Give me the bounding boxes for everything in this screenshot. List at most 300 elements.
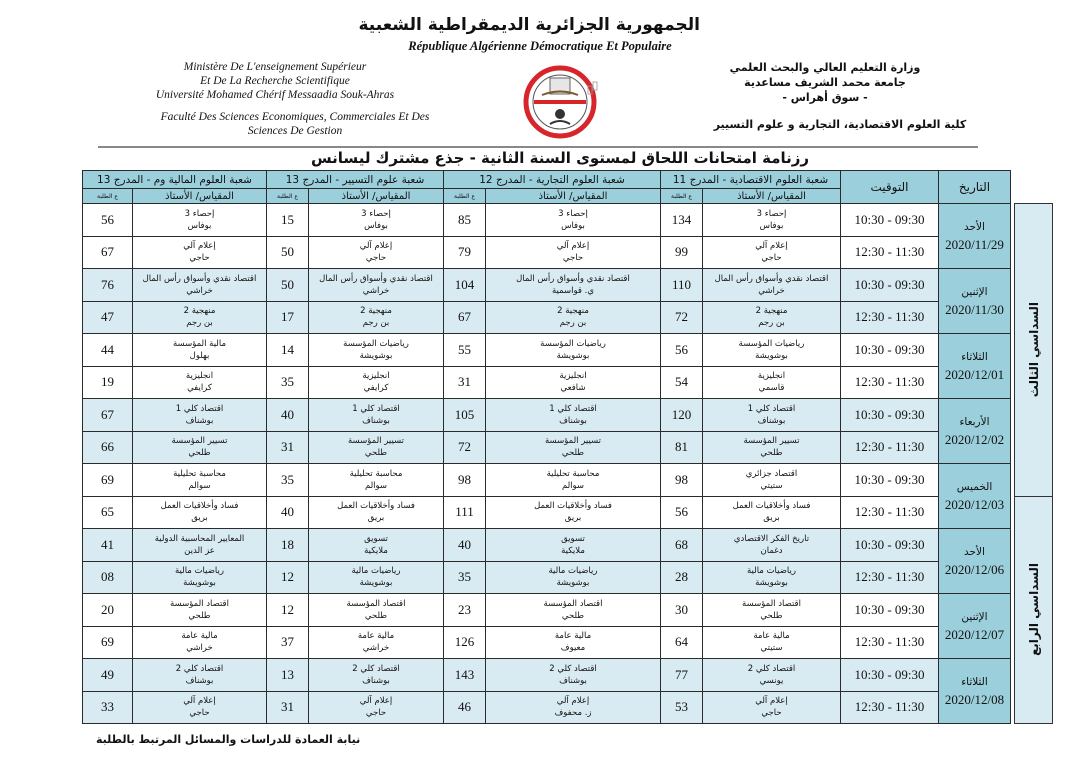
day-date: 2020/11/29 <box>945 237 1004 252</box>
subject-name: انجليزية <box>757 371 786 382</box>
subject-name: اقتصاد كلي 1 <box>549 403 597 414</box>
professor-name: ملايكية <box>364 545 388 556</box>
student-count: 64 <box>661 626 703 659</box>
professor-name: بوشويشة <box>359 578 393 589</box>
professor-name: سوالم <box>188 480 211 491</box>
student-count: 40 <box>267 496 309 529</box>
day-date: 2020/12/02 <box>944 432 1005 447</box>
republic-title-fr: République Algérienne Démocratique Et Populaire <box>408 39 672 53</box>
subject-name: إحصاء 3 <box>361 208 391 219</box>
subject-subheader: المقياس/ الأستاذ <box>703 189 841 204</box>
count-subheader: ع الطلبة <box>267 189 309 204</box>
subject-professor-cell <box>703 431 841 464</box>
dept-header-finance: شعبة العلوم المالية وم - المدرج 13 <box>83 171 267 189</box>
semester-header-blank <box>1011 171 1053 204</box>
subject-professor-cell <box>309 691 444 724</box>
subject-subheader: المقياس/ الأستاذ <box>486 189 661 204</box>
time-slot: 10:30 - 09:30 <box>841 269 939 302</box>
professor-name: طلحي <box>364 610 388 621</box>
student-count: 67 <box>444 301 486 334</box>
subject-professor-cell <box>486 301 661 334</box>
student-count: 19 <box>83 366 133 399</box>
subject-professor-cell <box>703 366 841 399</box>
header-divider <box>98 146 978 148</box>
exam-day <box>939 204 1011 269</box>
student-count: 50 <box>267 236 309 269</box>
count-subheader: ع الطلبة <box>661 189 703 204</box>
professor-name: بوشويشة <box>359 350 393 361</box>
schedule-row <box>83 529 1053 562</box>
subject-professor-cell <box>309 659 444 692</box>
exam-day <box>939 529 1011 594</box>
subject-name: تسويق <box>364 533 388 544</box>
university-fr: Université Mohamed Chérif Messaadia Souk-Ahras <box>155 89 395 101</box>
professor-name: كرايفي <box>363 383 389 394</box>
dept-header-management: شعبة علوم التسيير - المدرج 13 <box>267 171 444 189</box>
schedule-row <box>83 334 1053 367</box>
day-name: الأربعاء <box>959 416 990 428</box>
professor-name: خراشي <box>362 643 390 654</box>
student-count: 85 <box>444 204 486 237</box>
student-count: 67 <box>83 236 133 269</box>
student-count: 13 <box>267 659 309 692</box>
subject-professor-cell <box>309 301 444 334</box>
day-name: الأحد <box>964 221 985 233</box>
exam-day <box>939 334 1011 399</box>
professor-name: دغمان <box>760 545 783 556</box>
student-count: 40 <box>444 529 486 562</box>
subject-name: اقتصاد كلي 2 <box>175 663 224 674</box>
schedule-row <box>83 431 1053 464</box>
subject-name: انجليزية <box>362 371 390 382</box>
subject-professor-cell <box>486 464 661 497</box>
schedule-row <box>83 691 1053 724</box>
subject-name: اقتصاد كلي 2 <box>747 663 796 674</box>
subject-professor-cell <box>133 561 267 594</box>
student-count: 46 <box>444 691 486 724</box>
subject-professor-cell <box>133 464 267 497</box>
semester-name: السداسي الرابع <box>1026 563 1041 657</box>
student-count: 08 <box>83 561 133 594</box>
professor-name: خراشي <box>186 285 213 296</box>
subject-professor-cell <box>309 366 444 399</box>
student-count: 120 <box>661 399 703 432</box>
subject-professor-cell <box>309 399 444 432</box>
subject-name: منهجية 2 <box>755 306 788 317</box>
subject-name: إعلام آلي <box>755 241 788 252</box>
student-count: 67 <box>83 399 133 432</box>
professor-name: بوشناف <box>362 675 390 686</box>
subject-professor-cell <box>703 626 841 659</box>
professor-name: خراشي <box>186 643 213 654</box>
professor-name: قاسمي <box>758 383 785 394</box>
subject-name: مالية المؤسسة <box>172 338 227 349</box>
student-count: 69 <box>83 626 133 659</box>
schedule-row <box>83 301 1053 334</box>
subject-professor-cell <box>309 561 444 594</box>
subject-professor-cell <box>486 561 661 594</box>
professor-name: بريق <box>763 513 780 524</box>
subject-name: إعلام آلي <box>556 241 590 252</box>
subject-name: اقتصاد نقدي وأسواق رأس المال <box>142 273 257 284</box>
subject-professor-cell <box>486 626 661 659</box>
semester-4-label <box>1015 496 1053 724</box>
professor-name: بهلول <box>189 350 210 361</box>
faculty-fr-line: Sciences De Gestion <box>247 125 343 137</box>
professor-name: بوفاس <box>187 220 212 231</box>
subject-professor-cell <box>486 204 661 237</box>
schedule-row <box>83 659 1053 692</box>
student-count: 77 <box>661 659 703 692</box>
student-count: 98 <box>661 464 703 497</box>
subject-professor-cell <box>703 529 841 562</box>
day-date: 2020/12/03 <box>944 497 1005 512</box>
time-slot: 12:30 - 11:30 <box>841 496 939 529</box>
professor-name: بريق <box>564 513 582 524</box>
subject-professor-cell <box>486 269 661 302</box>
professor-name: طلحي <box>188 610 211 621</box>
subject-name: انجليزية <box>185 371 214 382</box>
subject-name: رياضيات مالية <box>548 566 598 577</box>
subject-professor-cell <box>309 334 444 367</box>
subject-professor-cell <box>486 529 661 562</box>
time-slot: 12:30 - 11:30 <box>841 236 939 269</box>
day-date: 2020/12/01 <box>944 367 1005 382</box>
day-name: الأحد <box>964 546 985 558</box>
professor-name: شافعي <box>560 383 586 394</box>
day-name: الثلاثاء <box>961 351 988 363</box>
professor-name: حاجي <box>562 253 584 264</box>
subject-name: انجليزية <box>559 371 587 382</box>
professor-name: بوشويشة <box>556 578 590 589</box>
student-count: 72 <box>444 431 486 464</box>
subject-professor-cell <box>309 269 444 302</box>
student-count: 12 <box>267 594 309 627</box>
subject-name: منهجية 2 <box>183 306 216 317</box>
schedule-row <box>83 561 1053 594</box>
subject-professor-cell <box>486 366 661 399</box>
subject-name: تسيير المؤسسة <box>545 436 601 447</box>
subject-name: اقتصاد نقدي وأسواق رأس المال <box>319 273 433 284</box>
professor-name: بريق <box>367 513 385 524</box>
subject-name: رياضيات مالية <box>747 566 796 577</box>
subject-name: رياضيات المؤسسة <box>540 338 606 349</box>
subject-name: رياضيات مالية <box>175 566 224 577</box>
subject-professor-cell <box>309 204 444 237</box>
professor-name: بوشويشة <box>755 350 788 361</box>
subject-professor-cell <box>486 399 661 432</box>
exam-day <box>939 269 1011 334</box>
time-slot: 12:30 - 11:30 <box>841 366 939 399</box>
day-date: 2020/11/30 <box>945 302 1004 317</box>
professor-name: عز الدين <box>184 545 215 556</box>
student-count: 23 <box>444 594 486 627</box>
student-count: 12 <box>267 561 309 594</box>
subject-name: فساد وأخلاقيات العمل <box>160 501 239 512</box>
student-count: 28 <box>661 561 703 594</box>
subject-professor-cell <box>703 496 841 529</box>
ministry-fr-line: Ministère De L'enseignement Supérieur <box>183 61 367 73</box>
subject-professor-cell <box>703 301 841 334</box>
subject-name: مالية عامة <box>753 631 790 642</box>
subject-name: إعلام آلي <box>755 696 788 707</box>
student-count: 20 <box>83 594 133 627</box>
exam-day <box>939 659 1011 724</box>
time-slot: 12:30 - 11:30 <box>841 626 939 659</box>
professor-name: بن رجم <box>362 318 390 329</box>
time-slot: 10:30 - 09:30 <box>841 204 939 237</box>
schedule-row <box>83 399 1053 432</box>
subject-professor-cell <box>486 691 661 724</box>
student-count: 110 <box>661 269 703 302</box>
republic-title-ar: الجمهورية الجزائرية الديمقراطية الشعبية <box>358 15 700 35</box>
subject-name: فساد وأخلاقيات العمل <box>534 501 612 512</box>
semester-name: السداسي الثالث <box>1026 302 1041 398</box>
subject-professor-cell <box>133 366 267 399</box>
time-slot: 10:30 - 09:30 <box>841 334 939 367</box>
student-count: 15 <box>267 204 309 237</box>
subject-name: منهجية 2 <box>557 306 589 317</box>
student-count: 56 <box>83 204 133 237</box>
student-count: 54 <box>661 366 703 399</box>
time-slot: 12:30 - 11:30 <box>841 431 939 464</box>
subject-subheader: المقياس/ الأستاذ <box>309 189 444 204</box>
exam-schedule-table <box>82 170 1053 724</box>
subject-professor-cell <box>486 334 661 367</box>
schedule-row <box>83 626 1053 659</box>
subject-name: اقتصاد المؤسسة <box>346 598 406 609</box>
professor-name: كرايفي <box>187 383 212 394</box>
student-count: 98 <box>444 464 486 497</box>
subject-name: إحصاء 3 <box>558 208 588 219</box>
student-count: 65 <box>83 496 133 529</box>
professor-name: حاجي <box>189 253 210 264</box>
professor-name: بوفاس <box>364 220 388 231</box>
subject-name: رياضيات مالية <box>351 566 401 577</box>
professor-name: طلحي <box>760 448 783 459</box>
professor-name: ز. محفوف <box>554 708 592 719</box>
student-count: 14 <box>267 334 309 367</box>
day-date: 2020/12/07 <box>944 627 1005 642</box>
subject-name: تسيير المؤسسة <box>348 436 404 447</box>
professor-name: ي. قواسمية <box>551 285 595 296</box>
student-count: 31 <box>267 431 309 464</box>
professor-name: بريق <box>191 513 208 524</box>
time-slot: 12:30 - 11:30 <box>841 561 939 594</box>
schedule-row <box>83 464 1053 497</box>
subject-professor-cell <box>309 626 444 659</box>
subject-professor-cell <box>133 269 267 302</box>
subject-professor-cell <box>703 204 841 237</box>
student-count: 41 <box>83 529 133 562</box>
subject-name: فساد وأخلاقيات العمل <box>337 501 415 512</box>
subject-name: اقتصاد المؤسسة <box>543 598 603 609</box>
subject-name: تسيير المؤسسة <box>743 436 800 447</box>
ministry-ar-line: وزارة التعليم العالي والبحث العلمي <box>729 61 921 74</box>
time-slot: 10:30 - 09:30 <box>841 464 939 497</box>
time-slot: 12:30 - 11:30 <box>841 301 939 334</box>
subject-name: إعلام آلي <box>183 696 216 707</box>
subject-professor-cell <box>703 399 841 432</box>
subject-name: اقتصاد نقدي وأسواق رأس المال <box>516 273 630 284</box>
student-count: 56 <box>661 334 703 367</box>
subject-professor-cell <box>703 236 841 269</box>
subject-professor-cell <box>486 496 661 529</box>
professor-name: بوشويشة <box>755 578 788 589</box>
time-slot: 10:30 - 09:30 <box>841 399 939 432</box>
day-date: 2020/12/08 <box>944 692 1005 707</box>
time-header: التوقيت <box>841 171 939 204</box>
professor-name: خراشي <box>758 285 785 296</box>
subject-name: إعلام آلي <box>359 696 393 707</box>
subject-name: منهجية 2 <box>360 306 392 317</box>
professor-name: سوالم <box>364 480 388 491</box>
student-count: 35 <box>444 561 486 594</box>
student-count: 72 <box>661 301 703 334</box>
time-slot: 10:30 - 09:30 <box>841 659 939 692</box>
subject-professor-cell <box>133 236 267 269</box>
subject-professor-cell <box>133 626 267 659</box>
student-count: 68 <box>661 529 703 562</box>
subject-professor-cell <box>309 464 444 497</box>
subject-name: إعلام آلي <box>556 696 590 707</box>
count-subheader: ع الطلبة <box>83 189 133 204</box>
exam-day <box>939 594 1011 659</box>
subject-name: محاسبة تحليلية <box>349 468 403 479</box>
semester-3-label <box>1015 204 1053 497</box>
schedule-row <box>83 366 1053 399</box>
subject-professor-cell <box>703 464 841 497</box>
student-count: 99 <box>661 236 703 269</box>
subject-professor-cell <box>486 431 661 464</box>
professor-name: خراشي <box>362 285 390 296</box>
professor-name: بوشناف <box>757 415 786 426</box>
professor-name: بن رجم <box>186 318 213 329</box>
day-name: الإثنين <box>961 611 988 623</box>
student-count: 30 <box>661 594 703 627</box>
day-name: الثلاثاء <box>961 676 988 688</box>
subject-professor-cell <box>486 594 661 627</box>
student-count: 76 <box>83 269 133 302</box>
subject-professor-cell <box>703 659 841 692</box>
student-count: 69 <box>83 464 133 497</box>
subject-name: مالية عامة <box>181 631 218 642</box>
subject-professor-cell <box>133 659 267 692</box>
professor-name: حاجي <box>189 708 210 719</box>
student-count: 17 <box>267 301 309 334</box>
faculty-fr-line: Faculté Des Sciences Economiques, Commerciales Et Des <box>160 111 430 123</box>
schedule-row <box>83 269 1053 302</box>
subject-subheader: المقياس/ الأستاذ <box>133 189 267 204</box>
professor-name: بوشناف <box>362 415 390 426</box>
professor-name: يونسي <box>759 675 784 686</box>
student-count: 143 <box>444 659 486 692</box>
professor-name: حاجي <box>365 253 387 264</box>
subject-professor-cell <box>133 399 267 432</box>
city-ar: - سوق أهراس - <box>782 91 868 104</box>
dept-header-economics: شعبة العلوم الاقتصادية - المدرج 11 <box>661 171 841 189</box>
university-seal-logo <box>520 62 600 142</box>
student-count: 53 <box>661 691 703 724</box>
day-date: 2020/12/06 <box>944 562 1005 577</box>
subject-name: رياضيات المؤسسة <box>738 338 805 349</box>
subject-name: مالية عامة <box>554 631 592 642</box>
student-count: 81 <box>661 431 703 464</box>
subject-name: اقتصاد نقدي وأسواق رأس المال <box>714 273 829 284</box>
subject-name: مالية عامة <box>357 631 395 642</box>
student-count: 126 <box>444 626 486 659</box>
schedule-title: رزنامة امتحانات اللحاق لمستوى السنة الثانية - جذع مشترك ليسانس <box>310 149 810 167</box>
ministry-fr <box>140 60 410 102</box>
exam-day <box>939 464 1011 529</box>
student-count: 79 <box>444 236 486 269</box>
professor-name: طلحي <box>561 448 585 459</box>
subject-professor-cell <box>703 594 841 627</box>
professor-name: ستيتي <box>760 480 783 491</box>
professor-name: طلحي <box>561 610 585 621</box>
subject-name: محاسبة تحليلية <box>173 468 226 479</box>
faculty-fr <box>130 110 460 138</box>
professor-name: بوشناف <box>185 675 214 686</box>
ministry-fr-line: Et De La Recherche Scientifique <box>200 75 350 87</box>
schedule-row <box>83 594 1053 627</box>
student-count: 18 <box>267 529 309 562</box>
professor-name: ملايكية <box>561 545 585 556</box>
subject-professor-cell <box>703 691 841 724</box>
subject-name: اقتصاد كلي 1 <box>747 403 796 414</box>
student-count: 56 <box>661 496 703 529</box>
subject-professor-cell <box>309 594 444 627</box>
professor-name: بوفاس <box>561 220 585 231</box>
student-count: 134 <box>661 204 703 237</box>
student-count: 40 <box>267 399 309 432</box>
professor-name: بن رجم <box>758 318 785 329</box>
subject-name: إحصاء 3 <box>184 208 215 219</box>
subject-name: المعايير المحاسبية الدولية <box>154 533 245 544</box>
subject-professor-cell <box>133 496 267 529</box>
subject-name: محاسبة تحليلية <box>546 468 600 479</box>
university-ar: جامعة محمد الشريف مساعدية <box>744 76 906 89</box>
subject-professor-cell <box>133 431 267 464</box>
count-subheader: ع الطلبة <box>444 189 486 204</box>
professor-name: بوفاس <box>759 220 784 231</box>
faculty-ar: كلية العلوم الاقتصادية، التجارية و علوم التسيير <box>713 118 967 131</box>
student-count: 50 <box>267 269 309 302</box>
professor-name: حاجي <box>761 708 782 719</box>
subject-name: اقتصاد كلي 2 <box>352 663 400 674</box>
professor-name: طلحي <box>760 610 783 621</box>
time-slot: 10:30 - 09:30 <box>841 594 939 627</box>
professor-name: معيوف <box>560 643 586 654</box>
date-header: التاريخ <box>939 171 1011 204</box>
student-count: 47 <box>83 301 133 334</box>
subject-professor-cell <box>309 529 444 562</box>
day-name: الإثنين <box>961 286 988 298</box>
schedule-row <box>83 204 1053 237</box>
professor-name: حاجي <box>761 253 782 264</box>
subject-name: اقتصاد المؤسسة <box>742 598 801 609</box>
student-count: 33 <box>83 691 133 724</box>
footer-signature: نيابة العمادة للدراسات والمسائل المرتبط بالطلبة <box>96 733 361 746</box>
professor-name: بوشناف <box>185 415 214 426</box>
subject-professor-cell <box>133 529 267 562</box>
subject-name: تسيير المؤسسة <box>171 436 228 447</box>
schedule-row <box>83 236 1053 269</box>
professor-name: سوالم <box>561 480 585 491</box>
subject-name: اقتصاد كلي 1 <box>175 403 224 414</box>
student-count: 105 <box>444 399 486 432</box>
ministry-ar <box>700 60 950 105</box>
